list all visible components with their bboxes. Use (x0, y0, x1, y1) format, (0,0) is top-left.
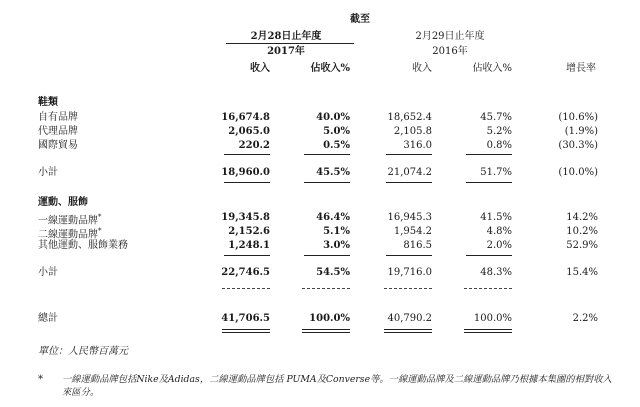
row-pct-2016: 100.0% (473, 313, 512, 324)
divider (466, 182, 512, 183)
row-growth: 14.2% (566, 212, 598, 223)
row-pct-2016: 0.8% (486, 140, 512, 151)
row-rev-2016: 18,652.4 (387, 112, 432, 123)
header-year-2017: 2017年 (267, 46, 305, 57)
row-growth: (30.3%) (558, 140, 598, 151)
row-pct-2017: 46.4% (316, 212, 350, 223)
row-rev-2017: 16,674.8 (221, 112, 270, 123)
row-rev-2017: 18,960.0 (221, 167, 270, 178)
row-rev-2017: 41,706.5 (221, 313, 270, 324)
divider (386, 154, 432, 155)
row-rev-2017: 1,248.1 (228, 240, 270, 251)
row-rev-2016: 1,954.2 (393, 226, 432, 237)
header-period-2016: 2月29日止年度 (415, 31, 485, 42)
row-growth: (1.9%) (564, 126, 598, 137)
footnote-marker: * (98, 227, 102, 235)
row-pct-2016: 5.2% (486, 126, 512, 137)
divider (304, 182, 350, 183)
section-title-sports-apparel: 運動、服飾 (38, 197, 88, 208)
footnote-marker: * (38, 374, 43, 385)
col-growth: 增長率 (566, 63, 596, 74)
double-underline (464, 329, 512, 333)
row-rev-2017: 22,746.5 (221, 267, 270, 278)
section-title-footwear: 鞋類 (38, 97, 58, 108)
row-rev-2016: 316.0 (403, 140, 432, 151)
row-label: 一線運動品牌* (38, 213, 102, 227)
row-pct-2016: 41.5% (480, 212, 512, 223)
row-growth: 2.2% (572, 313, 598, 324)
col-pct-2017: 佔收入% (310, 63, 350, 74)
row-growth: 15.4% (566, 267, 598, 278)
row-rev-2017: 220.2 (238, 140, 270, 151)
divider (386, 182, 432, 183)
unit-note: 單位：人民幣百萬元 (38, 346, 128, 357)
footnote-marker: * (98, 213, 102, 221)
row-label: 代理品牌 (38, 126, 78, 137)
dashed-divider (302, 288, 350, 289)
row-pct-2017: 0.5% (323, 140, 350, 151)
row-pct-2017: 40.0% (316, 112, 350, 123)
double-underline (222, 329, 270, 333)
double-underline (302, 329, 350, 333)
row-pct-2016: 4.8% (486, 226, 512, 237)
row-growth: (10.0%) (558, 167, 598, 178)
row-growth: 52.9% (566, 240, 598, 251)
row-rev-2017: 2,152.6 (228, 226, 270, 237)
col-pct-2016: 佔收入% (472, 63, 512, 74)
row-rev-2016: 40,790.2 (387, 313, 432, 324)
divider (224, 182, 270, 183)
divider (224, 154, 270, 155)
row-rev-2016: 16,945.3 (387, 212, 432, 223)
double-underline (384, 329, 432, 333)
row-rev-2016: 19,716.0 (387, 267, 432, 278)
row-pct-2017: 3.0% (323, 240, 350, 251)
divider (386, 255, 432, 256)
row-label: 二線運動品牌* (38, 227, 102, 241)
header-period-2017: 2月28日止年度 (250, 31, 322, 42)
dashed-divider (222, 288, 270, 289)
row-label: 國際貿易 (38, 140, 78, 151)
row-pct-2016: 48.3% (480, 267, 512, 278)
header-underline-2017 (226, 43, 354, 44)
row-growth: (10.6%) (558, 112, 598, 123)
row-rev-2017: 2,065.0 (228, 126, 270, 137)
divider (304, 255, 350, 256)
row-label: 總計 (38, 313, 58, 324)
row-label: 自有品牌 (38, 112, 78, 123)
row-pct-2017: 54.5% (316, 267, 350, 278)
divider (224, 255, 270, 256)
row-label: 其他運動、服飾業務 (38, 240, 128, 251)
header-year-2016: 2016年 (432, 46, 468, 57)
footnote-line-2: 來區分。 (62, 387, 100, 398)
row-pct-2016: 45.7% (480, 112, 512, 123)
row-pct-2016: 51.7% (480, 167, 512, 178)
row-label: 小計 (38, 167, 58, 178)
row-rev-2017: 19,345.8 (221, 212, 270, 223)
dashed-divider (384, 288, 432, 289)
divider (466, 255, 512, 256)
row-pct-2017: 45.5% (316, 167, 350, 178)
row-rev-2016: 21,074.2 (387, 167, 432, 178)
row-pct-2017: 5.1% (323, 226, 350, 237)
col-revenue-2017: 收入 (250, 63, 270, 74)
divider (304, 154, 350, 155)
row-rev-2016: 2,105.8 (393, 126, 432, 137)
row-label: 小計 (38, 267, 58, 278)
footnote-line-1: 一線運動品牌包括Nike及Adidas，二線運動品牌包括 PUMA及Converse等。一線運動品牌及二線運動品牌乃根據本集團的相對收入 (62, 374, 612, 385)
row-pct-2017: 100.0% (309, 313, 350, 324)
header-as-of: 截至 (350, 14, 370, 25)
row-pct-2016: 2.0% (486, 240, 512, 251)
row-growth: 10.2% (566, 226, 598, 237)
col-revenue-2016: 收入 (412, 63, 432, 74)
divider (466, 154, 512, 155)
dashed-divider (464, 288, 512, 289)
row-rev-2016: 816.5 (403, 240, 432, 251)
row-pct-2017: 5.0% (323, 126, 350, 137)
